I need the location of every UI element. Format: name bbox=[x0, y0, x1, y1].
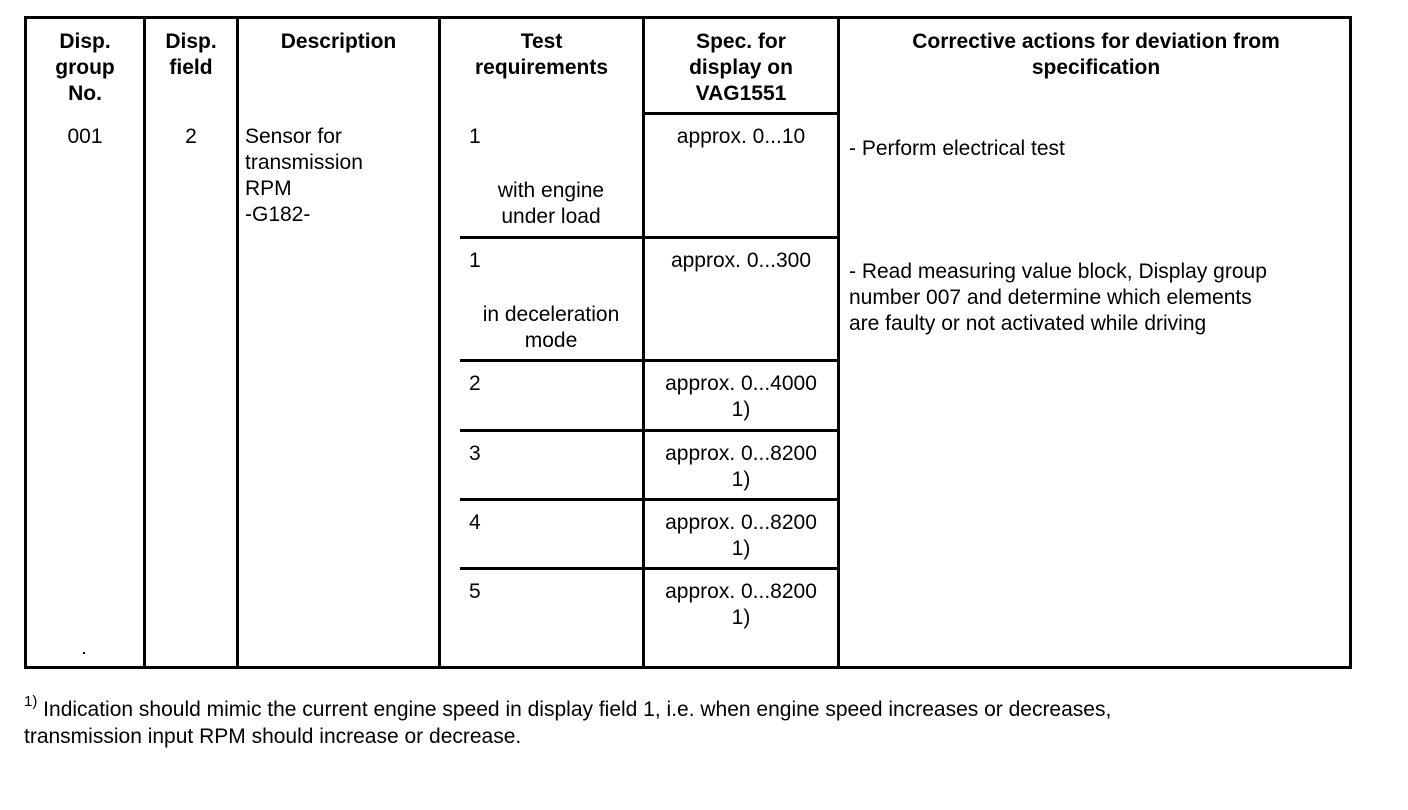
group-number: 001 bbox=[67, 125, 103, 148]
row-divider bbox=[460, 498, 837, 501]
footnote bbox=[24, 693, 1384, 750]
row-divider bbox=[460, 359, 837, 362]
header-description: Description bbox=[280, 30, 397, 53]
spec-value: approx. 0...8200 1) bbox=[665, 580, 817, 629]
header-disp-group: Disp. group No. bbox=[55, 30, 115, 105]
stray-dot bbox=[83, 652, 85, 654]
column-divider bbox=[143, 19, 146, 666]
row-divider bbox=[460, 236, 837, 239]
header-corrective-actions: Corrective actions for deviation from specification bbox=[912, 30, 1280, 79]
row-divider bbox=[460, 567, 837, 570]
test-note: in deceleration mode bbox=[482, 303, 620, 352]
field-number: 2 bbox=[185, 125, 197, 148]
footnote-text: Indication should mimic the current engine speed in display field 1, i.e. when engine speed increases or decreases, transmission input RPM should increase or decrease. bbox=[24, 698, 1112, 748]
test-number: 1 bbox=[469, 249, 481, 272]
header-test-requirements: Test requirements bbox=[474, 30, 609, 79]
test-number: 1 bbox=[469, 125, 481, 148]
column-divider bbox=[236, 19, 239, 666]
test-number: 4 bbox=[469, 511, 481, 534]
test-number: 2 bbox=[469, 372, 481, 395]
header-disp-field: Disp. field bbox=[165, 30, 217, 79]
corrective-action: - Read measuring value block, Display group number 007 and determine which elements are faulty or not activated while driving bbox=[849, 260, 1267, 335]
row-divider bbox=[645, 112, 837, 115]
corrective-action: - Perform electrical test bbox=[849, 137, 1065, 160]
column-divider bbox=[837, 19, 840, 666]
description-text: Sensor for transmission RPM -G182- bbox=[245, 125, 363, 226]
spec-value: approx. 0...8200 1) bbox=[665, 442, 817, 491]
footnote-marker: 1) bbox=[24, 693, 38, 710]
spec-value: approx. 0...10 bbox=[676, 125, 806, 148]
diagnostic-table bbox=[24, 16, 1352, 669]
test-note: with engine under load bbox=[497, 179, 605, 228]
spec-value: approx. 0...4000 1) bbox=[665, 372, 817, 421]
test-number: 3 bbox=[469, 442, 481, 465]
column-divider bbox=[438, 19, 441, 666]
spec-value: approx. 0...300 bbox=[670, 249, 812, 272]
spec-value: approx. 0...8200 1) bbox=[665, 511, 817, 560]
test-number: 5 bbox=[469, 580, 481, 603]
header-spec: Spec. for display on VAG1551 bbox=[689, 30, 793, 105]
row-divider bbox=[460, 429, 837, 432]
